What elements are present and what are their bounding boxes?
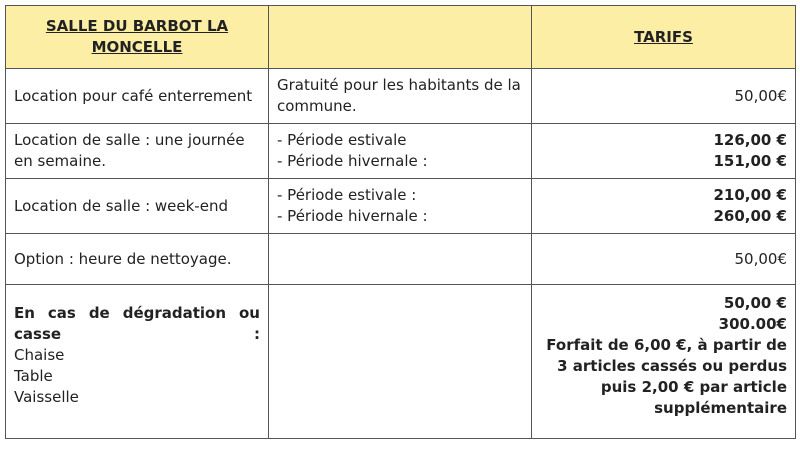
table-row	[6, 124, 796, 179]
tarifs-table	[5, 5, 796, 439]
damage-heading: En cas de dégradation ou casse :	[14, 304, 260, 343]
price-line: 126,00 €	[713, 131, 787, 149]
detail-line: - Période hivernale :	[277, 207, 428, 225]
table-header-row	[6, 6, 796, 69]
damage-item: Vaisselle	[14, 388, 79, 406]
row-price: 50,00€	[532, 69, 796, 124]
table-row	[6, 69, 796, 124]
tarifs-title: TARIFS	[634, 27, 693, 46]
row-detail	[269, 124, 532, 179]
table-row	[6, 234, 796, 285]
header-cell-empty	[269, 6, 532, 69]
price-line: 210,00 €	[713, 186, 787, 204]
header-cell-venue	[6, 6, 269, 69]
row-label	[6, 285, 269, 439]
price-note: Forfait de 6,00 €, à partir de 3 articles cassés ou perdus puis 2,00 € par article supplémentaire	[546, 336, 787, 417]
price-line: 260,00 €	[713, 207, 787, 225]
damage-item: Chaise	[14, 346, 65, 364]
price-line: 300.00€	[718, 315, 787, 333]
detail-line: - Période estivale :	[277, 186, 417, 204]
row-label: Location pour café enterrement	[6, 69, 269, 124]
row-price	[532, 285, 796, 439]
row-price	[532, 179, 796, 234]
row-price	[532, 124, 796, 179]
price-line: 151,00 €	[713, 152, 787, 170]
price-line: 50,00 €	[723, 294, 787, 312]
detail-line: - Période estivale	[277, 131, 407, 149]
table-row	[6, 285, 796, 439]
row-label: Option : heure de nettoyage.	[6, 234, 269, 285]
row-label: Location de salle : week-end	[6, 179, 269, 234]
venue-title: SALLE DU BARBOT LA MONCELLE	[45, 17, 229, 56]
row-detail	[269, 285, 532, 439]
row-price: 50,00€	[532, 234, 796, 285]
row-detail	[269, 234, 532, 285]
damage-item: Table	[14, 367, 53, 385]
table-row	[6, 179, 796, 234]
row-label: Location de salle : une journée en semaine.	[6, 124, 269, 179]
header-cell-tarifs	[532, 6, 796, 69]
row-detail	[269, 179, 532, 234]
row-detail: Gratuité pour les habitants de la commune.	[269, 69, 532, 124]
detail-line: - Période hivernale :	[277, 152, 428, 170]
